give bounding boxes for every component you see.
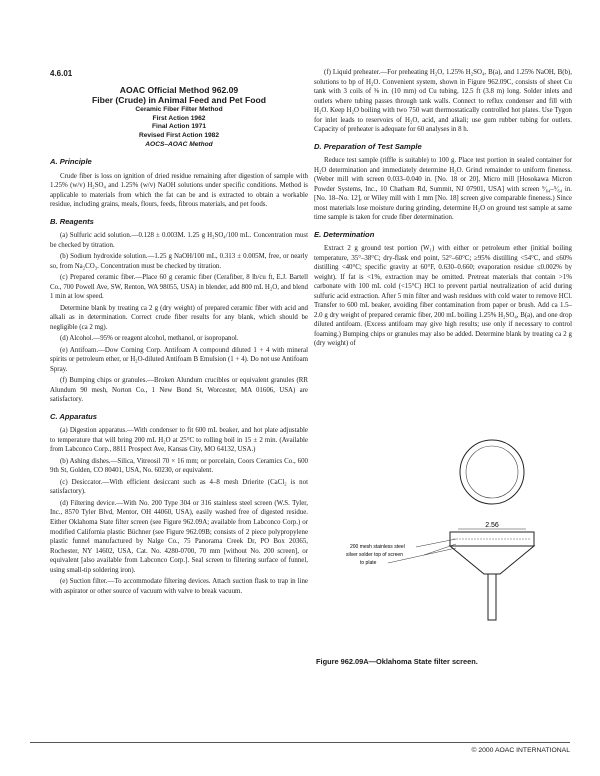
reagent-b: (b) Sodium hydroxide solution.—1.25 g NaOH/100 mL, 0.313 ± 0.005M, free, or nearly so, from Na₂CO₃. Concentration must be checked by titration. [50,253,308,270]
apparatus-a: (a) Digestion apparatus.—With condenser to fit 600 mL beaker, and hot plate adjustable to temperature that will bring 200 mL H₂O at 25°C to rolling boil in 15 ± 2 min. (Available from Labconco Corp., 8811 Prospect Ave, Kansas City, MO 64132, USA.) [50,427,308,454]
footer-rule [30,742,570,743]
method-header [50,85,308,150]
reagent-a: (a) Sulfuric acid solution.—0.128 ± 0.003M. 1.25 g H₂SO₄/100 mL. Concentration must be checked by titration. [50,232,308,249]
screen-inner-circle [466,446,518,498]
funnel-cone [450,546,534,574]
test-sample-heading: D. Preparation of Test Sample [314,141,422,151]
determination-heading: E. Determination [314,229,375,239]
callout-plate: to plate [360,560,377,566]
reagent-c-blank: Determine blank by treating ca 2 g (dry weight) of prepared ceramic fiber with acid and alkali as in determination. Correct crude fiber results for any blank, which should be negligible (ca 2 mg). [50,304,308,331]
method-subtitle: Ceramic Fiber Filter Method [135,105,223,113]
filter-screen-figure [316,432,572,654]
principle-text: Crude fiber is loss on ignition of dried residue remaining after digestion of sample with 1.25% (w/v) H₂SO₄ and 1.25% (w/v) NaOH solutions under specific conditions. Method is applicable to materials from which the fat can be and is extracted to obtain a workable residue, including grains, meals, flours, feeds, fibrous materials, and pet foods. [50,172,308,209]
test-sample-text: Reduce test sample (riffle is suitable) to 100 g. Place test portion in sealed container for H₂O determination and immediately determine H₂O. Grind remainder to uniform fineness. (Weber mill with screen 0.033–0.040 in. [No. 18 or 20], Micro mill [Hosokawa Micron Powder Systems, Inc., 10 Chatham Rd, Summit, NJ 07901, USA] with screen ⁹⁄₆₄–⁵⁄₆₄ in. [No. 18–No. 12], or Wiley mill with 1 mm [No. 18] screen give comparable fineness.) Since most materials lose moisture during grinding, determine H₂O on ground test sample at same time sample is taken for crude fiber determination. [314,157,572,222]
callout-solder: silver solder top of screen [346,552,403,558]
reagent-c: (c) Prepared ceramic fiber.—Place 60 g ceramic fiber (Cerafiber, 8 lb/cu ft, E.J. Bartell Co., 700 Powell Ave, SW, Renton, WA 98055, USA) in blender, add 800 mL H₂O, and blend 1 min at low speed. [50,274,308,301]
determination-text: Extract 2 g ground test portion (W₁) with either or petroleum ether (initial boiling temperature, 35°–38°C; dry-flask end point, 52°–60°C; ≥95% distilling <54°C, and ≤60% distilling <40°C; specific gravity at 60°F, 0.630–0.660; evaporation residue ≤0.002% by weight). If fat is <1%, extraction may be omitted. Pretreat materials that contain >1% carbonate with 100 mL cold (<15°C) HCl to prevent partial neutralization of acid during sulfuric acid extraction. After 5 min filter and wash residues with cold water to remove HCl. Transfer to 600 mL beaker, avoiding fiber contamination from paper or brush. Add ca 1.5–2.0 g dry weight of prepared ceramic fiber, 200 mL boiling 1.25% H₂SO₄, B(a), and one drop diluted antifoam. (Excess antifoam may give high results; use only if necessary to control foaming.) Bumping chips or granules may also be added. Determine blank by treating ca 2 g (dry weight) of [314,245,572,348]
screen-top-circle [460,440,524,504]
revised-action: Revised First Action 1982 [138,132,219,140]
callout-mesh: 200 mesh stainless steel [350,544,405,550]
method-title: AOAC Official Method 962.09 [119,85,239,96]
final-action: Final Action 1971 [152,123,206,131]
figure-caption: Figure 962.09A—Oklahoma State filter screen. [316,657,478,666]
reagent-e: (e) Antifoam.—Dow Corning Corp. Antifoam A compound diluted 1 + 4 with mineral spirits or petroleum ether, or H₂O-diluted Antifoam B Emulsion (1 + 4). Do not use Antifoam Spray. [50,346,308,373]
apparatus-b: (b) Ashing dishes.—Silica, Vitreosil 70 × 16 mm; or porcelain, Coors Ceramics Co., 600 9th St, Golden, CO 80401, USA, No. 60230, or equivalent. [50,457,308,475]
apparatus-f: (f) Liquid preheater.—For preheating H₂O, 1.25% H₂SO₄, B(a), and 1.25% NaOH, B(b), solutions to bp of H₂O. Convenient system, shown in Figure 962.09C, consists of sheet Cu tank with 3 coils of ⅜ in. (10 mm) od Cu tubing, 12.5 ft (3.8 m) long. Solder inlets and outlets where tubing passes through tank walls. Connect to reflux condenser and fill with H₂O. Keep H₂O boiling with two 750 watt thermostatically controlled hot plates. Use Tygon for inlet leads to reservoirs of H₂O, acid, and alkali; use gum rubber tubing for outlets. Capacity of preheater is adequate for 60 analyses in 8 h. [314,69,572,134]
method-subject: Fiber (Crude) in Animal Feed and Pet Food [92,95,266,106]
first-action: First Action 1962 [152,114,206,122]
callout-line-2 [424,544,456,555]
section-number: 4.6.01 [50,69,73,78]
reagents-heading: B. Reagents [50,216,94,226]
method-note: AOCS–AOAC Method [145,141,213,149]
reagent-f: (f) Bumping chips or granules.—Broken Alundum crucibles or equivalent granules (RR Alundum 90 mesh, Norton Co., 1 New Bond St, Worcester, MA 01606, USA) are satisfactory. [50,377,308,404]
apparatus-d: (d) Filtering device.—With No. 200 Type 304 or 316 stainless steel screen (W.S. Tyler, Inc., 8570 Tyler Blvd, Mentor, OH 44060, USA), easily washed free of digested residue. Either Oklahoma State filter screen (see Figure 962.09A; available from Labconco Corp.) or modified California plastic Büchner (see Figure 962.09B; consists of 2 piece polypropylene plastic funnel manufactured by Nalge Co., 75 Panorama Creek Dr, PO Box 20365, Rochester, NY 14602, USA, Cat. No. 4280-0700, 70 mm [without No. 200 screen], or equivalent [also available from Labconco Corp.]. Seal screen to filtering surface of funnel, using small-tip soldering iron). [50,499,308,574]
principle-heading: A. Principle [50,157,92,167]
dimension-label: 2.56 [485,522,499,529]
reagent-d: (d) Alcohol.—95% or reagent alcohol, methanol, or isopropanol. [60,335,239,343]
right-column [314,68,572,351]
apparatus-heading: C. Apparatus [50,411,97,421]
left-column [50,68,308,598]
copyright: © 2000 AOAC INTERNATIONAL [471,747,570,754]
apparatus-e: (e) Suction filter.—To accommodate filtering devices. Attach suction flask to trap in line with aspirator or other source of vacuum with valve to break vacuum. [50,578,308,595]
funnel-stem [488,574,496,620]
apparatus-c: (c) Desiccator.—With efficient desiccant such as 4–8 mesh Drierite (CaCl₂ is not satisfactory). [50,478,308,496]
